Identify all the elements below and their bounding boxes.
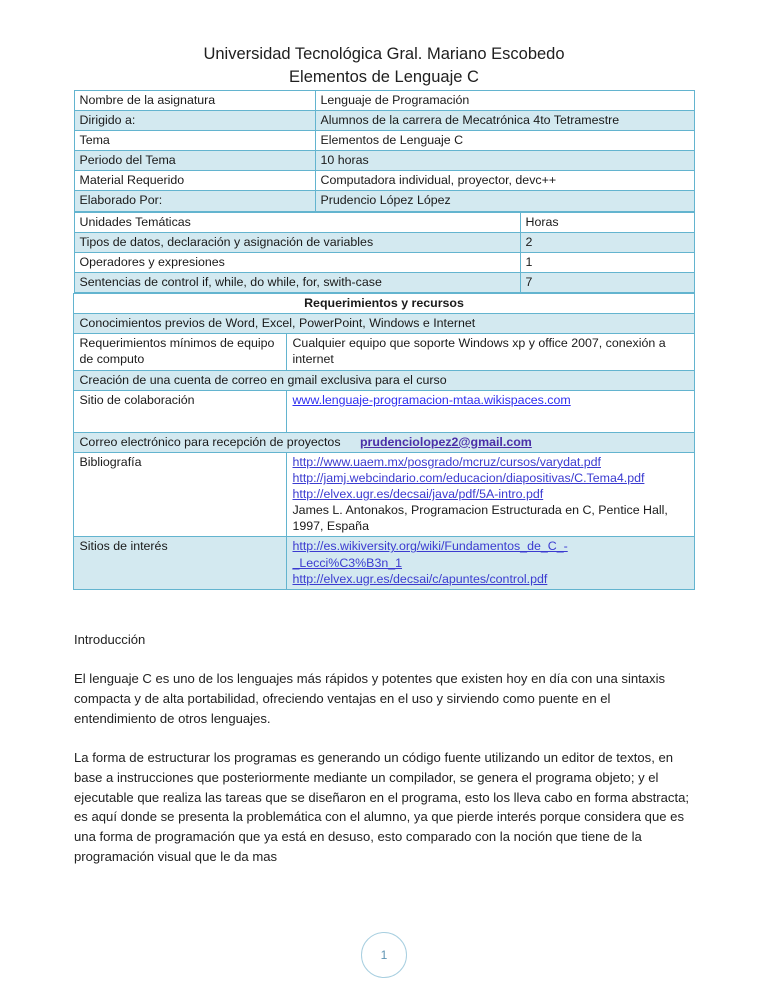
page-number-badge: 1 — [361, 932, 407, 978]
table-row — [74, 232, 694, 252]
document-title — [0, 0, 768, 90]
course-info-label-4: Elaborado Por: — [74, 191, 315, 211]
bibliography-link-2[interactable]: http://elvex.ugr.es/decsai/java/pdf/5A-intro.pdf — [292, 487, 544, 502]
course-info-label-3: Material Requerido — [74, 171, 315, 191]
collab-site-label: Sitio de colaboración — [74, 390, 287, 432]
sites-of-interest-value — [287, 537, 694, 589]
course-info-label-1: Tema — [74, 131, 315, 151]
table-row — [74, 390, 694, 432]
project-email-label: Correo electrónico para recepción de proyectos — [79, 434, 341, 449]
unit-name-2: Sentencias de control if, while, do while, for, swith-case — [74, 272, 520, 292]
sites-link-2[interactable]: http://elvex.ugr.es/decsai/c/apuntes/control.pdf — [292, 571, 548, 586]
table-row — [74, 90, 694, 110]
paragraph-2: La forma de estructurar los programas es generando un código fuente utilizando un editor de textos, en base a instrucciones que posteriormente mediante un compilador, se genera el programa objeto; y el ejecutable que realiza las tareas que se diseñaron en el programa, esto los lleva cabo en forma abstracta; es aquí donde se presenta la problemática con el alumno, ya que pierde interés porque considera que es una forma de programación que ya está en desuso, esto comparado con la noción que tiene de la programación visual que le da mas — [74, 750, 690, 864]
table-row — [74, 252, 694, 272]
intro-heading: Introducción — [74, 631, 146, 647]
project-email-link[interactable]: prudenciolopez2@gmail.com — [359, 434, 532, 449]
thematic-units-table — [74, 212, 695, 294]
course-info-value-3: Computadora individual, proyector, devc++ — [315, 171, 694, 191]
course-info-value-0: Alumnos de la carrera de Mecatrónica 4to Tetramestre — [315, 110, 694, 130]
table-row — [74, 110, 694, 130]
unit-hours-0: 2 — [520, 232, 694, 252]
course-info-value-1: Elementos de Lenguaje C — [315, 131, 694, 151]
course-info-header-label: Nombre de la asignatura — [74, 90, 315, 110]
table-row — [74, 370, 694, 390]
paragraph-1: El lenguaje C es uno de los lenguajes más rápidos y potentes que existen hoy en día con una sintaxis compacta y de alta portabilidad, ofreciendo ventajas en el uso y sirviendo como puente en el entendimiento de otros lenguajes. — [74, 671, 666, 726]
course-info-label-0: Dirigido a: — [74, 110, 315, 130]
unit-name-0: Tipos de datos, declaración y asignación de variables — [74, 232, 520, 252]
min-equipment-value: Cualquier equipo que soporte Windows xp y office 2007, conexión a internet — [287, 334, 694, 370]
course-info-value-2: 10 horas — [315, 151, 694, 171]
table-row — [74, 151, 694, 171]
project-email-cell — [74, 432, 694, 452]
table-row — [74, 191, 694, 211]
bibliography-link-1[interactable]: http://jamj.webcindario.com/educacion/diapositivas/C.Tema4.pdf — [292, 470, 645, 485]
gmail-account-cell: Creación de una cuenta de correo en gmail exclusiva para el curso — [74, 370, 694, 390]
unit-name-1: Operadores y expresiones — [74, 252, 520, 272]
bibliography-label: Bibliografía — [74, 452, 287, 537]
table-row — [74, 334, 694, 370]
unit-hours-1: 1 — [520, 252, 694, 272]
course-info-table — [74, 90, 695, 212]
course-info-label-2: Periodo del Tema — [74, 151, 315, 171]
min-equipment-label: Requerimientos mínimos de equipo de computo — [74, 334, 287, 370]
resources-table-title: Requerimientos y recursos — [74, 294, 694, 314]
table-row — [74, 537, 694, 589]
units-header-hours: Horas — [520, 212, 694, 232]
sites-link-0[interactable]: http://es.wikiversity.org/wiki/Fundamentos_de_C_- — [292, 539, 568, 554]
table-row — [74, 131, 694, 151]
sites-link-1[interactable]: _Lecci%C3%B3n_1 — [292, 555, 403, 570]
course-info-header-value: Lenguaje de Programación — [315, 90, 694, 110]
collab-site-link[interactable]: www.lenguaje-programacion-mtaa.wikispaces.com — [292, 392, 571, 407]
bibliography-value — [287, 452, 694, 537]
table-row — [74, 294, 694, 314]
course-info-value-4: Prudencio López López — [315, 191, 694, 211]
document-title-line1: Universidad Tecnológica Gral. Mariano Escobedo — [203, 45, 565, 63]
document-title-line2: Elementos de Lenguaje C — [289, 68, 479, 87]
table-row — [74, 432, 694, 452]
table-row — [74, 452, 694, 537]
sites-of-interest-label: Sitios de interés — [74, 537, 287, 589]
bibliography-book-reference: James L. Antonakos, Programacion Estructurada en C, Pentice Hall, 1997, España — [292, 503, 668, 534]
unit-hours-2: 7 — [520, 272, 694, 292]
units-header-unit: Unidades Temáticas — [74, 212, 520, 232]
page-footer — [0, 932, 768, 978]
table-row — [74, 272, 694, 292]
table-row — [74, 314, 694, 334]
bibliography-link-0[interactable]: http://www.uaem.mx/posgrado/mcruz/cursos/varydat.pdf — [292, 454, 601, 469]
requirements-resources-table — [73, 293, 694, 590]
body-content — [74, 630, 694, 866]
table-row — [74, 171, 694, 191]
table-row — [74, 212, 694, 232]
prior-knowledge-cell: Conocimientos previos de Word, Excel, PowerPoint, Windows e Internet — [74, 314, 694, 334]
collab-site-value — [287, 390, 694, 432]
